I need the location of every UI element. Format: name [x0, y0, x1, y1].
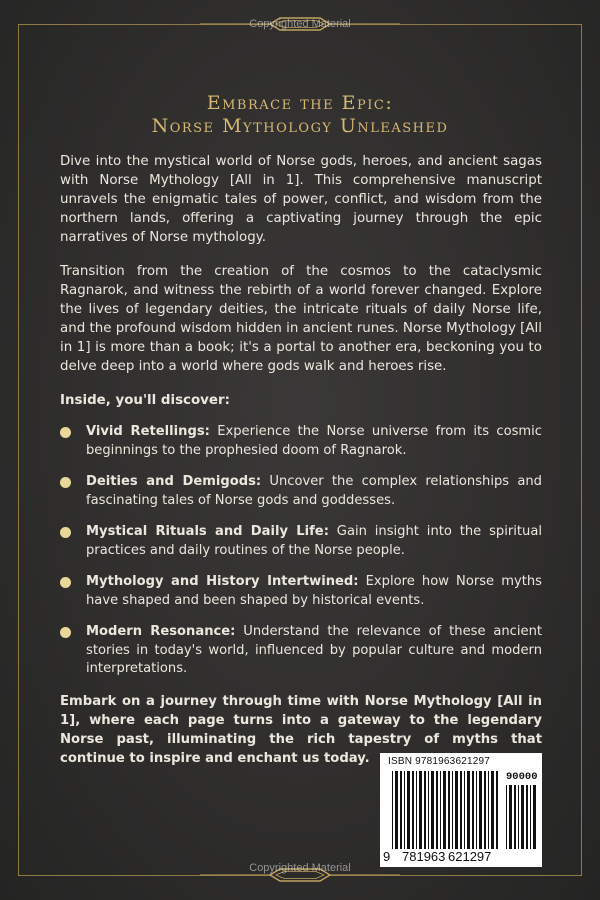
feature-text: Understand the relevance of these ancient stories in today's world, influenced by popular culture and modern interpretations.	[86, 624, 542, 676]
barcode-bar	[436, 771, 438, 849]
barcode-digits-group-1: 781963	[402, 849, 446, 864]
title-line-1: Embrace the Epic:	[206, 92, 394, 114]
title-line-2: Norse Mythology Unleashed	[151, 115, 449, 137]
barcode-bar	[514, 785, 516, 849]
barcode-bar	[440, 771, 441, 849]
barcode-bar	[400, 771, 402, 849]
feature-text: Explore how Norse myths have shaped and been shaped by historical events.	[86, 574, 542, 608]
barcode-bar	[460, 771, 462, 849]
barcode-bar	[412, 771, 414, 849]
frame-right-line	[581, 24, 582, 876]
barcode-bar	[479, 771, 482, 849]
barcode-bar	[533, 785, 536, 849]
barcode-bar	[521, 785, 524, 849]
inside-lead: Inside, you'll discover:	[60, 393, 230, 408]
barcode-digit-first: 9	[383, 849, 391, 864]
barcode-bar	[506, 785, 507, 849]
barcode-bar	[452, 771, 453, 849]
feature-text: Experience the Norse universe from its cosmic beginnings to the prophesied doom of Ragnarok.	[86, 424, 543, 458]
bullet-icon	[60, 627, 71, 638]
feature-title: Deities and Demigods:	[86, 474, 262, 489]
barcode-bar	[455, 771, 458, 849]
barcode-bar	[526, 785, 528, 849]
bullet-icon	[60, 477, 71, 488]
barcode-bar	[464, 771, 465, 849]
list-item	[60, 523, 542, 560]
cover-title	[0, 92, 600, 138]
barcode-bar	[395, 771, 398, 849]
barcode-bar	[472, 771, 474, 849]
list-item	[60, 423, 542, 460]
barcode-bar	[392, 771, 393, 849]
feature-text: Uncover the complex relationships and fascinating tales of Norse gods and goddesses.	[86, 474, 542, 508]
feature-title: Mystical Rituals and Daily Life:	[86, 524, 329, 539]
list-item	[60, 473, 542, 510]
feature-text: Gain insight into the spiritual practices and daily routines of the Norse people.	[86, 524, 543, 558]
barcode-bar	[448, 771, 450, 849]
closing-paragraph: Embark on a journey through time with Norse Mythology [All in 1], where each page turns into a gateway to the legendary Norse past, illuminating the rich tapestry of myths that continue to inspire and enchant us today.	[60, 693, 542, 766]
feature-title: Mythology and History Intertwined:	[86, 574, 359, 589]
isbn-barcode	[380, 753, 542, 867]
bullet-icon	[60, 427, 71, 438]
watermark-top: Copyrighted Material	[249, 18, 351, 30]
barcode-bar	[404, 771, 405, 849]
barcode-bar	[467, 771, 470, 849]
bullet-icon	[60, 577, 71, 588]
barcode-bar	[419, 771, 422, 849]
barcode-bar	[496, 771, 498, 849]
barcode-bar	[530, 785, 531, 849]
feature-title: Vivid Retellings:	[86, 424, 210, 439]
barcode-bar	[443, 771, 446, 849]
barcode-bar	[484, 771, 486, 849]
bullet-icon	[60, 527, 71, 538]
list-item	[60, 623, 542, 679]
watermark-bottom: Copyrighted Material	[249, 862, 351, 874]
intro-paragraph: Dive into the mystical world of Norse gods, heroes, and ancient sagas with Norse Mythology [All in 1]. This comprehensive manuscript unravels the enigmatic tales of power, conflict, and wisdom from the northern lands, offering a captivating journey through the epic narratives of Norse mythology.	[60, 154, 542, 245]
frame-left-line	[18, 24, 19, 876]
barcode-digits-group-2: 621297	[448, 849, 492, 864]
barcode-bar	[476, 771, 477, 849]
description-body	[60, 152, 542, 783]
barcode-bar	[488, 771, 489, 849]
second-paragraph: Transition from the creation of the cosmos to the cataclysmic Ragnarok, and witness the rebirth of a world forever changed. Explore the lives of legendary deities, the intricate rituals of daily Norse life, and the profound wisdom hidden in ancient runes. Norse Mythology [All in 1] is more than a book; it's a portal to another era, beckoning you to delve deep into a world where gods walk and heroes rise.	[60, 264, 542, 374]
barcode-bar	[518, 785, 519, 849]
barcode-bar	[407, 771, 410, 849]
list-item	[60, 573, 542, 610]
feature-list	[60, 423, 542, 679]
barcode-bar	[491, 771, 494, 849]
barcode-bar	[431, 771, 434, 849]
price-code: 90000	[506, 771, 538, 783]
isbn-label: ISBN 9781963621297	[388, 756, 491, 767]
feature-title: Modern Resonance:	[86, 624, 236, 639]
barcode-bar	[424, 771, 426, 849]
barcode-bar	[428, 771, 429, 849]
barcode-bar	[509, 785, 512, 849]
barcode-bar	[416, 771, 417, 849]
